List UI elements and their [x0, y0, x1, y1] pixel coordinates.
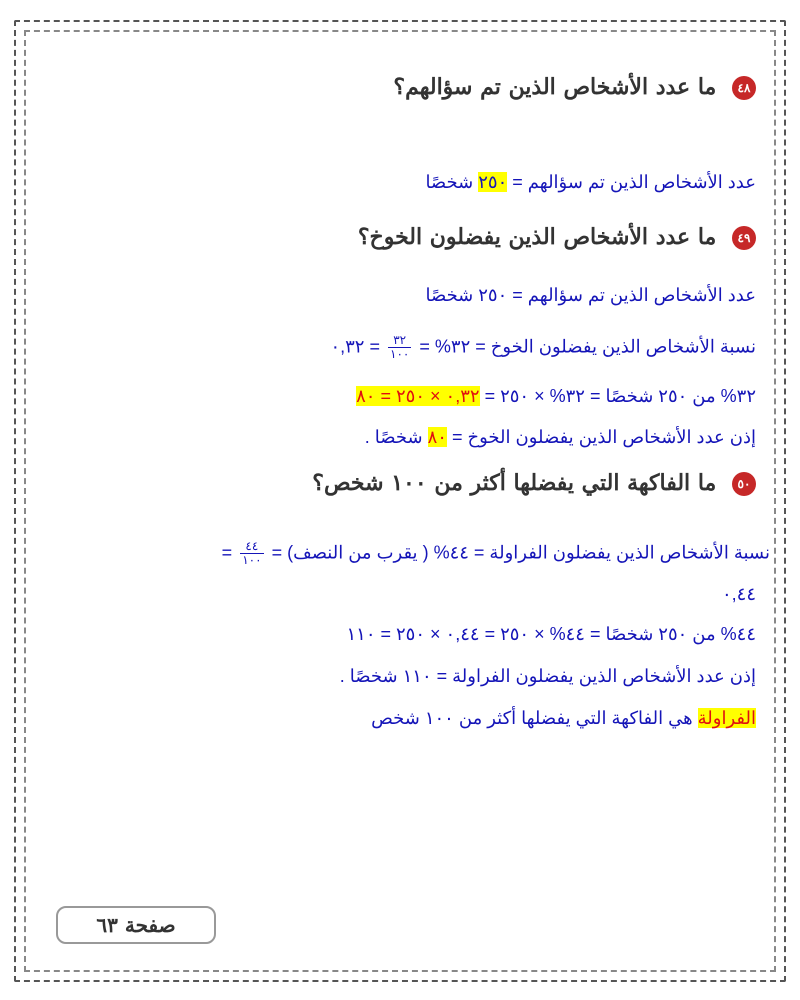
answer-text: هي الفاكهة التي يفضلها أكثر من ١٠٠ شخص [371, 708, 693, 728]
answer-49-line-3 [356, 386, 756, 407]
answer-text: نسبة الأشخاص الذين يفضلون الفراولة = ٤٤% ( يقرب من النصف) = [271, 542, 770, 563]
question-text: ما عدد الأشخاص الذين تم سؤالهم؟ [393, 74, 717, 100]
answer-text: = [221, 542, 233, 563]
answer-50-line-1 [222, 540, 770, 567]
question-number-badge: ٤٨ [732, 76, 756, 100]
answer-text: إذن عدد الأشخاص الذين يفضلون الخوخ = [451, 427, 756, 447]
fraction-numerator: ٤٤ [240, 540, 263, 554]
answer-unit: شخصًا [425, 172, 474, 192]
highlighted-calculation: ٠,٣٢ × ٢٥٠ = ٨٠ [356, 386, 480, 406]
answer-49-line-4 [365, 427, 756, 448]
answer-text: نسبة الأشخاص الذين يفضلون الخوخ = ٣٢% = [419, 336, 756, 357]
answer-50-line-2: ٤٤% من ٢٥٠ شخصًا = ٤٤% × ٢٥٠ = ٠,٤٤ × ٢٥٠ = ١١٠ [346, 624, 756, 644]
question-number-badge: ٤٩ [732, 226, 756, 250]
answer-50-line-4 [371, 708, 756, 729]
answer-text: ٣٢% من ٢٥٠ شخصًا = ٣٢% × ٢٥٠ = [484, 386, 756, 406]
question-text: ما عدد الأشخاص الذين يفضلون الخوخ؟ [357, 224, 717, 250]
question-50 [312, 470, 756, 496]
page-number-box [56, 906, 216, 944]
answer-50-line-1b: ٠,٤٤ [721, 584, 756, 604]
highlighted-value: ٢٥٠ [478, 172, 508, 192]
fraction [240, 540, 263, 567]
answer-48 [425, 172, 756, 193]
fraction-denominator: ١٠٠ [390, 347, 410, 361]
highlighted-value: ٨٠ [427, 427, 447, 447]
answer-50-line-3: إذن عدد الأشخاص الذين يفضلون الفراولة = ١١٠ شخصًا . [339, 666, 756, 686]
question-number-badge: ٥٠ [732, 472, 756, 496]
answer-text: عدد الأشخاص الذين تم سؤالهم = [512, 172, 756, 192]
fraction-denominator: ١٠٠ [242, 553, 262, 567]
answer-49-line-1: عدد الأشخاص الذين تم سؤالهم = ٢٥٠ شخصًا [425, 285, 756, 305]
fraction [388, 334, 411, 361]
question-text: ما الفاكهة التي يفضلها أكثر من ١٠٠ شخص؟ [312, 470, 717, 496]
fraction-numerator: ٣٢ [388, 334, 411, 348]
question-49 [358, 224, 756, 250]
answer-unit: شخصًا . [364, 427, 423, 447]
answer-49-line-2 [330, 334, 756, 361]
highlighted-answer: الفراولة [697, 708, 756, 728]
page-number: صفحة ٦٣ [96, 913, 176, 937]
question-48 [393, 74, 756, 100]
answer-text: = ٠,٣٢ [330, 336, 380, 357]
